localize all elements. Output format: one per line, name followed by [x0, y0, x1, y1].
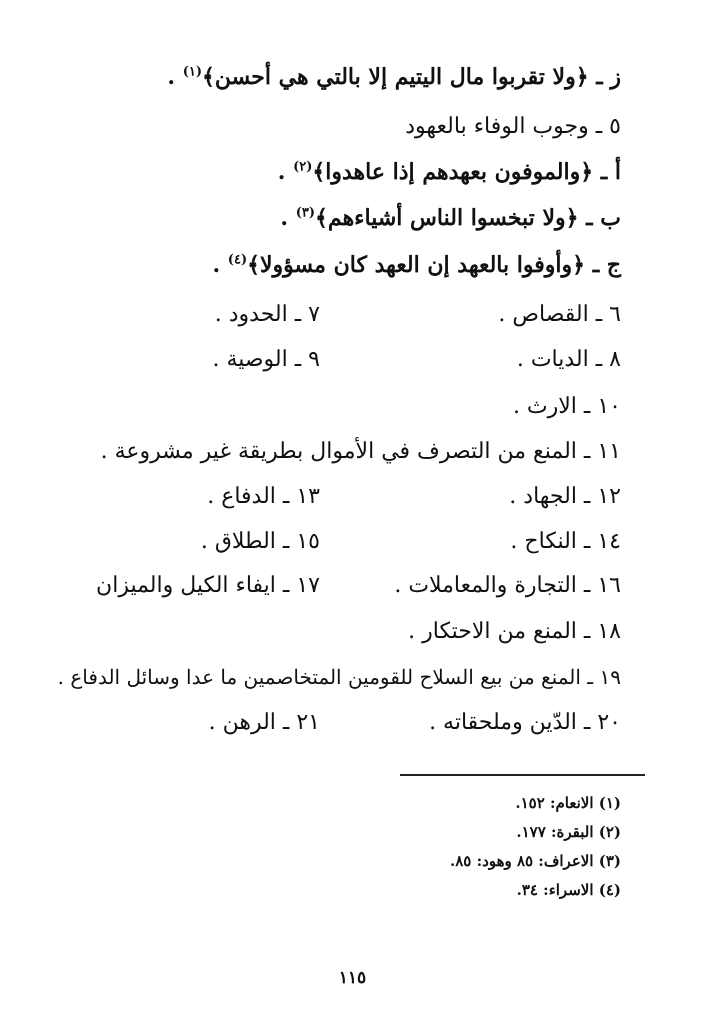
verse-line-a — [278, 157, 621, 187]
list-item-15: ١٥ ـ الطلاق . — [200, 529, 320, 554]
list-item-18: ١٨ ـ المنع من الاحتكار . — [408, 619, 621, 644]
footnote-marker: (٤) — [227, 252, 248, 268]
list-item-16: ١٦ ـ التجارة والمعاملات . — [394, 573, 621, 598]
line-suffix: . — [212, 252, 228, 278]
footnote-2: (٢) البقرة: ١٧٧. — [516, 823, 621, 841]
quran-verse: ﴿ولا تقربوا مال اليتيم إلا بالتي هي أحسن﴾ — [202, 64, 589, 90]
line-suffix: . — [277, 159, 294, 185]
item-prefix: ز ـ — [588, 64, 621, 90]
footnote-4: (٤) الاسراء: ٣٤. — [516, 881, 621, 899]
quran-verse: ﴿والموفون بعهدهم إذا عاهدوا﴾ — [312, 159, 594, 185]
line-suffix: . — [280, 205, 296, 231]
item-prefix: ج ـ — [585, 252, 621, 278]
footnote-1: (١) الانعام: ١٥٢. — [515, 794, 621, 812]
list-item-12: ١٢ ـ الجهاد . — [509, 484, 621, 509]
list-item-9: ٩ ـ الوصية . — [212, 347, 320, 372]
list-item-13: ١٣ ـ الدفاع . — [207, 484, 320, 509]
verse-line-b — [280, 203, 621, 233]
list-item-20: ٢٠ ـ الدّين وملحقاته . — [429, 710, 621, 735]
footnote-marker: (٢) — [293, 159, 313, 175]
item-prefix: ب ـ — [578, 205, 621, 231]
footnote-marker: (١) — [182, 64, 203, 80]
footnote-3: (٣) الاعراف: ٨٥ وهود: ٨٥. — [450, 852, 621, 870]
list-item-14: ١٤ ـ النكاح . — [510, 529, 621, 554]
list-item-17: ١٧ ـ ايفاء الكيل والميزان — [96, 573, 320, 598]
quran-verse: ﴿وأوفوا بالعهد إن العهد كان مسؤولا﴾ — [247, 252, 586, 278]
verse-line-j — [212, 250, 621, 280]
list-item-6: ٦ ـ القصاص . — [498, 302, 621, 327]
footnote-marker: (٣) — [295, 205, 316, 221]
line-suffix: . — [167, 64, 183, 90]
page-number: ١١٥ — [338, 968, 367, 988]
list-item-19: ١٩ ـ المنع من بيع السلاح للقومين المتخاصمين ما عدا وسائل الدفاع . — [57, 665, 621, 689]
list-item-8: ٨ ـ الديات . — [516, 347, 621, 372]
verse-line-z — [167, 62, 621, 92]
footnote-divider — [400, 774, 645, 776]
list-item-21: ٢١ ـ الرهن . — [208, 710, 320, 735]
list-item-11: ١١ ـ المنع من التصرف في الأموال بطريقة غير مشروعة . — [100, 439, 621, 464]
list-item-10: ١٠ ـ الارث . — [512, 394, 621, 419]
list-item-5: ٥ ـ وجوب الوفاء بالعهود — [405, 114, 621, 139]
list-item-7: ٧ ـ الحدود . — [214, 302, 320, 327]
item-prefix: أ ـ — [593, 159, 621, 185]
quran-verse: ﴿ولا تبخسوا الناس أشياءهم﴾ — [315, 205, 579, 231]
